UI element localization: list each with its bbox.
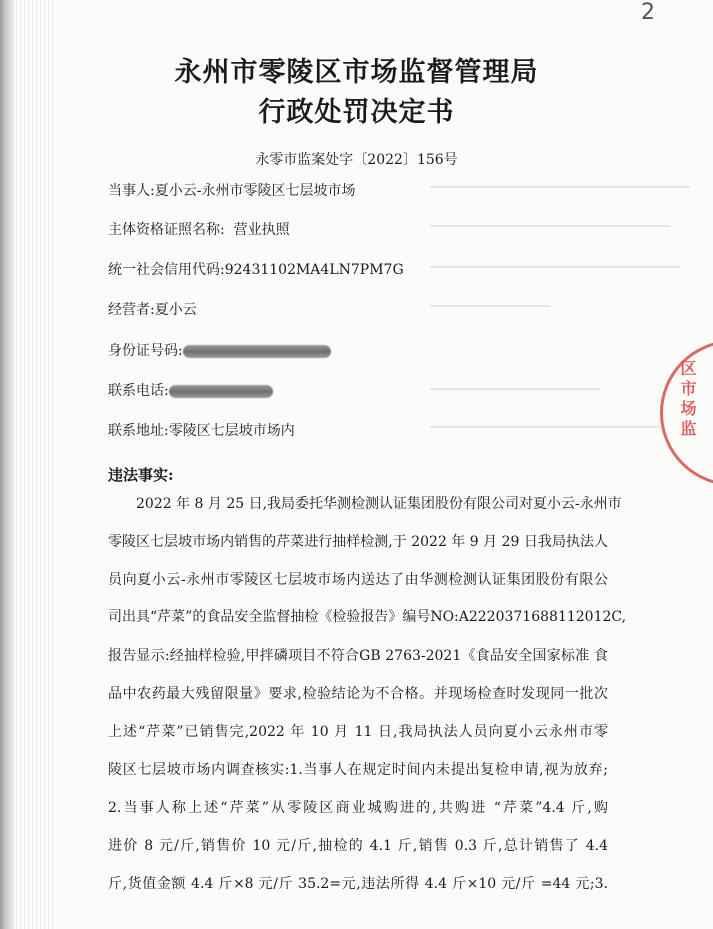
bleed-through-line	[430, 266, 680, 268]
credit-code-field	[108, 259, 404, 279]
facts-line: 报告显示:经抽样检验,甲拌磷项目不符合GB 2763-2021《食品安全国家标准 食	[108, 648, 608, 664]
facts-line: 进价 8 元/斤,销售价 10 元/斤,抽检的 4.1 斤,销售 0.3 斤,总计销售了 4.4	[108, 838, 608, 854]
facts-line: 员向夏小云-永州市零陵区七层坡市场内送达了由华测检测认证集团股份有限公	[108, 572, 608, 588]
address-label: 联系地址:	[108, 423, 169, 439]
bleed-through-line	[430, 305, 550, 307]
operator-label: 经营者:	[108, 302, 155, 318]
bleed-through-line	[430, 388, 600, 390]
facts-line: 2022 年 8 月 25 日,我局委托华测检测认证集团股份有限公司对夏小云-永州市	[136, 496, 622, 512]
document-title: 永州市零陵区市场监督管理局	[174, 57, 539, 88]
page-number: 2	[641, 0, 655, 25]
facts-line: 陵区七层坡市场内调查核实:1.当事人在规定时间内未提出复检申请,视为放弃;	[108, 762, 608, 778]
credit-code-label: 统一社会信用代码:	[108, 262, 225, 278]
address-value: 零陵区七层坡市场内	[168, 423, 295, 439]
bleed-through-line	[430, 225, 670, 227]
phone-redaction	[169, 385, 273, 398]
facts-heading: 违法事实:	[108, 466, 174, 484]
id-number-field	[108, 340, 331, 360]
document-subtitle: 行政处罚决定书	[258, 97, 455, 128]
scan-left-edge	[0, 0, 14, 929]
facts-line: 品中农药最大残留限量》要求,检验结论为不合格。并现场检查时发现同一批次	[108, 686, 608, 702]
bleed-through-line	[430, 426, 660, 428]
id-number-redaction	[183, 345, 331, 358]
facts-line: 2.当事人称上述“芹菜”从零陵区商业城购进的,共购进 “芹菜”4.4 斤,购	[108, 800, 608, 816]
facts-line: 司出具“芹菜”的食品安全监督抽检《检验报告》编号NO:A2220371688112012C,	[108, 609, 627, 625]
license-label: 主体资格证照名称:	[108, 222, 225, 238]
official-seal-text: 区市场监	[678, 360, 697, 440]
scan-streak	[16, 0, 54, 929]
credit-code-value: 92431102MA4LN7PM7G	[224, 262, 404, 278]
party-field	[108, 180, 355, 200]
operator-field	[108, 299, 197, 319]
phone-field	[108, 380, 273, 400]
party-value: 夏小云-永州市零陵区七层坡市场	[154, 183, 356, 199]
phone-label: 联系电话:	[108, 383, 169, 399]
party-label: 当事人:	[108, 183, 155, 199]
operator-value: 夏小云	[154, 302, 197, 318]
id-number-label: 身份证号码:	[108, 343, 183, 359]
facts-line: 零陵区七层坡市场内销售的芹菜进行抽样检测,于 2022 年 9 月 29 日我局执法人	[108, 534, 608, 550]
facts-line: 上述“芹菜”已销售完,2022 年 10 月 11 日,我局执法人员向夏小云永州市零	[108, 724, 608, 740]
facts-line: 斤,货值金额 4.4 斤×8 元/斤 35.2=元,违法所得 4.4 斤×10 元/斤 =44 元;3.	[108, 876, 608, 892]
address-field	[108, 420, 295, 440]
license-value: 营业执照	[233, 222, 290, 238]
bleed-through-line	[430, 186, 690, 188]
license-field	[108, 219, 290, 239]
document-number: 永零市监案处字〔2022〕156号	[255, 152, 458, 168]
